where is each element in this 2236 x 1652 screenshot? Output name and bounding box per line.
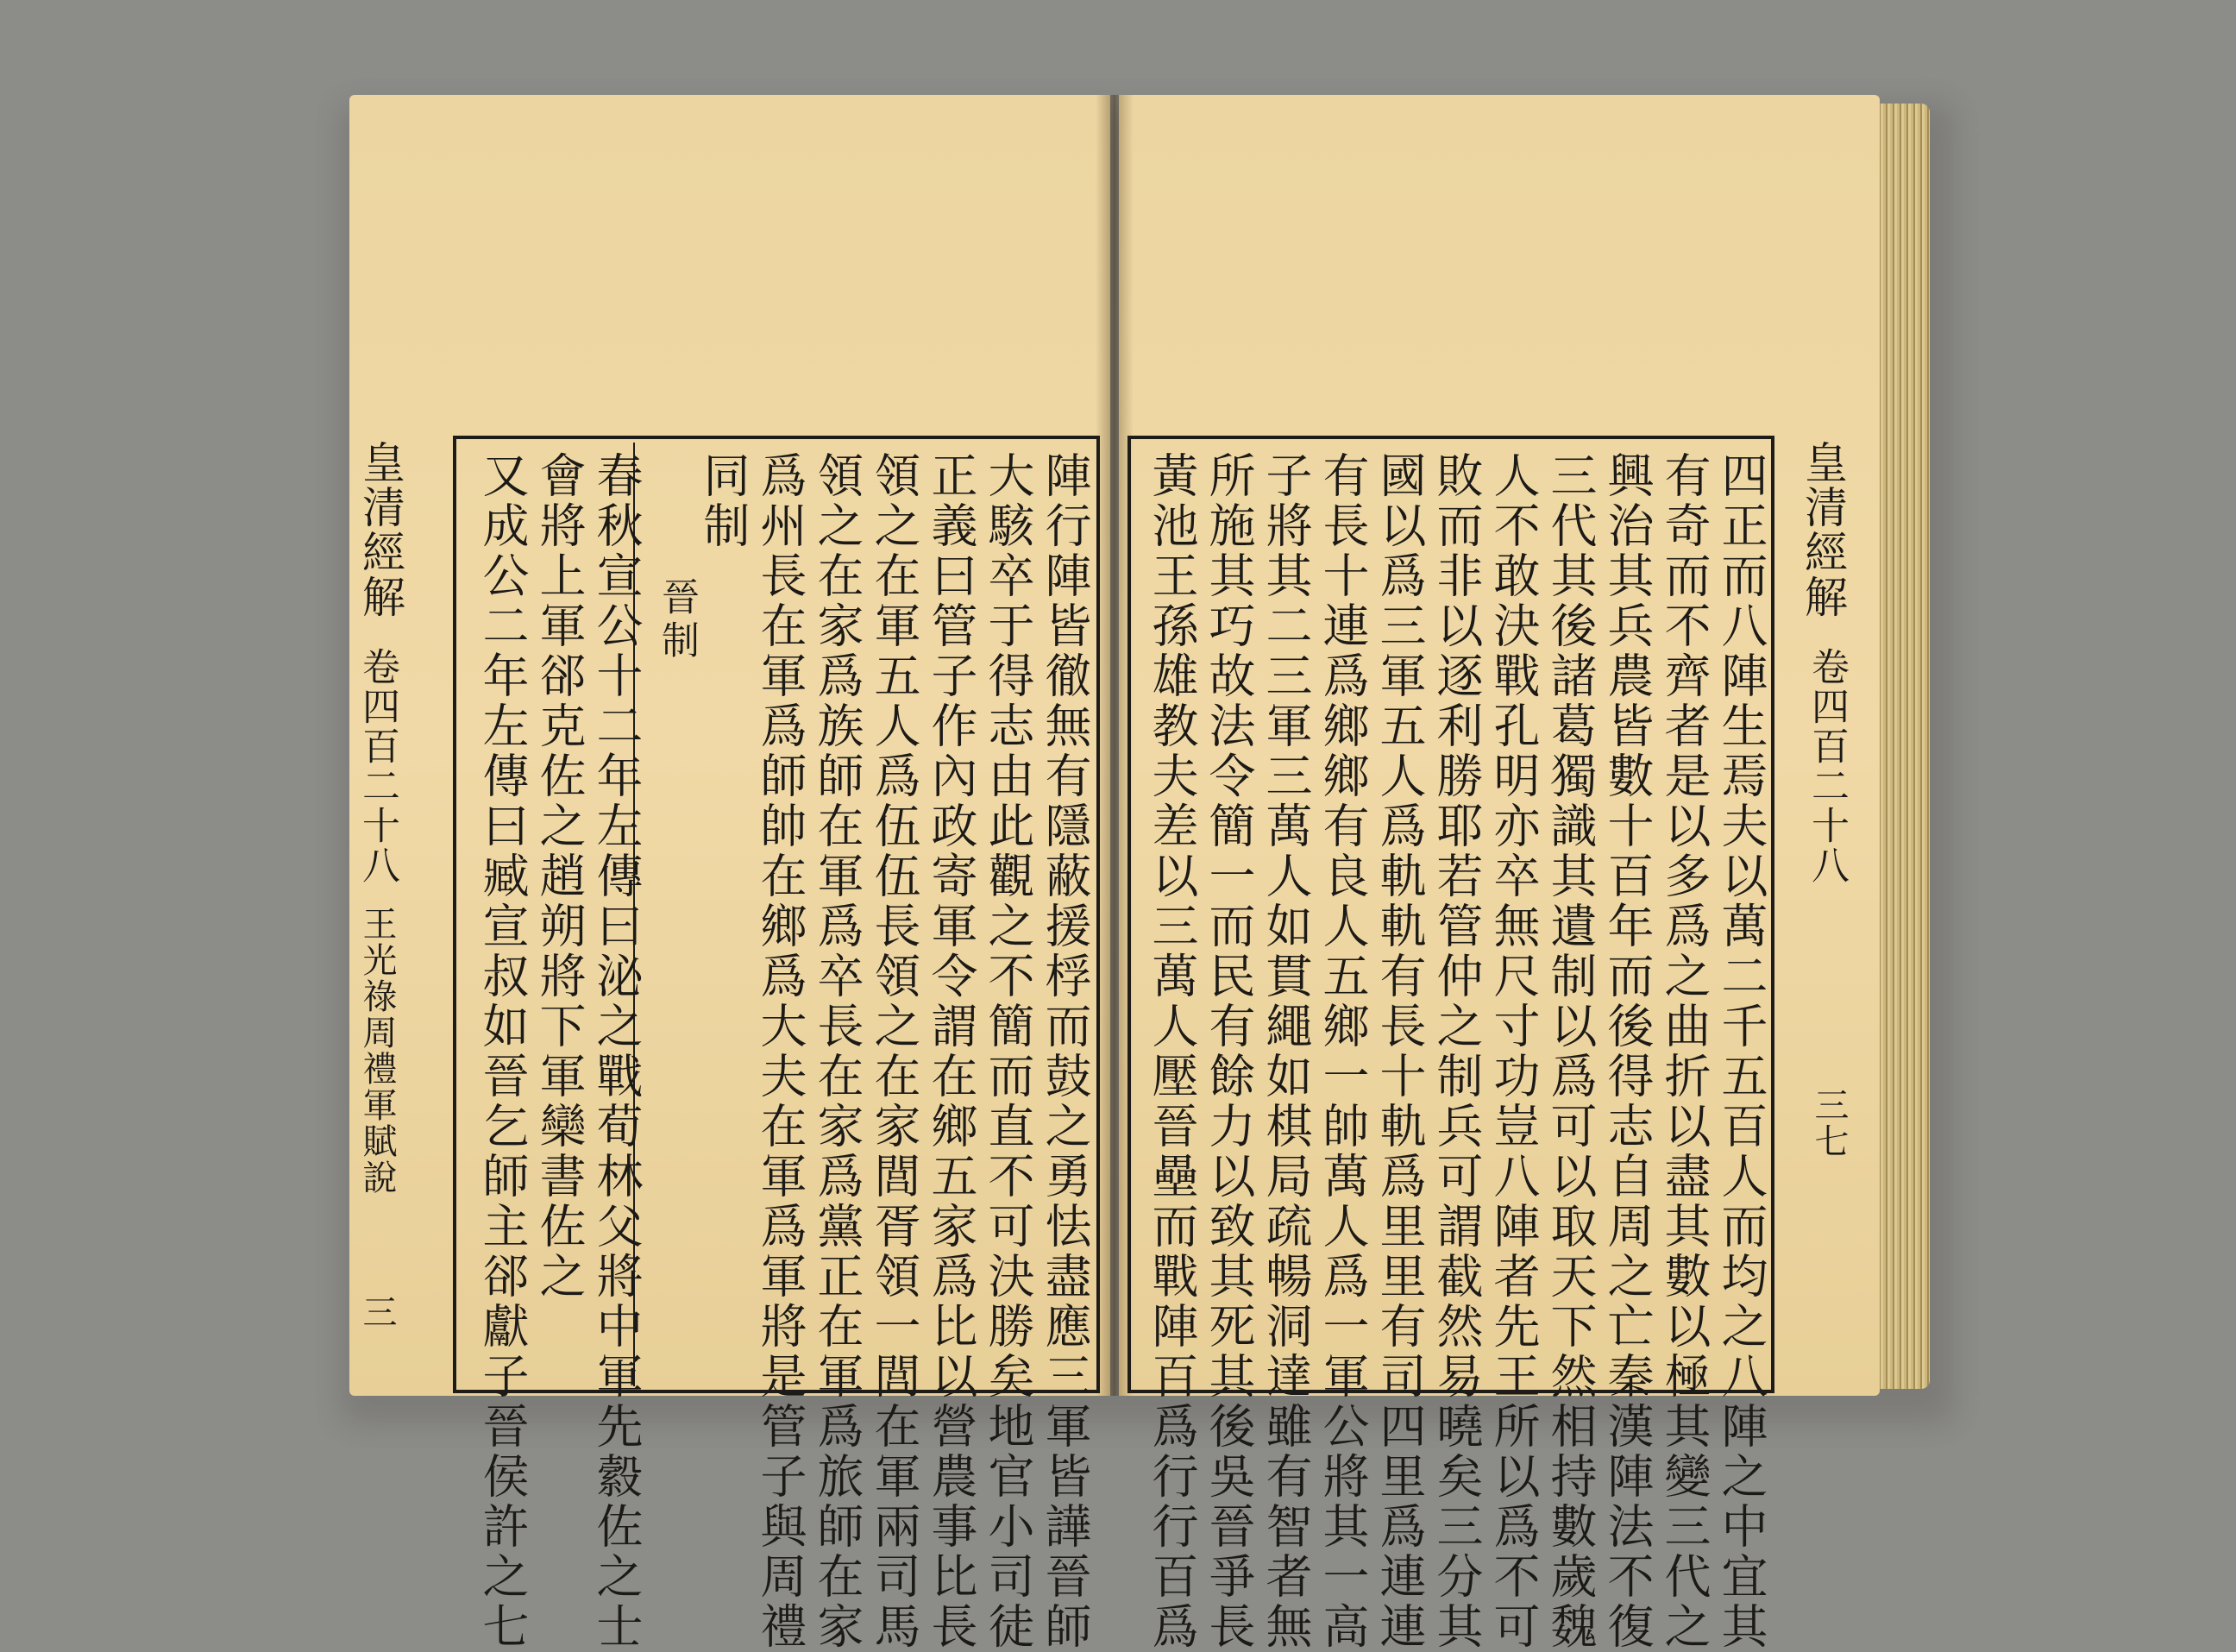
left-col-7: 同制	[696, 451, 751, 551]
left-folio: 三	[357, 1294, 397, 1330]
left-col-11: 又成公二年左傳曰臧宣叔如晉乞師主郤獻子晉侯許之七	[475, 451, 530, 1652]
right-col-6: 敗而非以逐利勝耶若管仲之制兵可謂截然易曉矣三分其	[1429, 451, 1484, 1652]
right-col-9: 子將其二三軍三萬人如貫繩如棋局疏暢洞達雖有智者無	[1259, 451, 1313, 1652]
left-text-frame	[453, 436, 1100, 1652]
right-margin-title: 皇清經解	[1798, 440, 1848, 619]
left-col-10: 會將上軍郤克佐之趙朔將下軍欒書佐之	[532, 451, 587, 1302]
right-col-2: 有奇而不齊者是以多爲之曲折以盡其數以極其變三代之	[1657, 451, 1712, 1652]
left-margin-work: 王光祿周禮軍賦說	[357, 906, 397, 1196]
right-page	[1119, 95, 1880, 1652]
left-col-4: 領之在軍五人爲伍伍長領之在家閭胥領一閭在軍兩司馬	[867, 451, 921, 1652]
right-col-3: 興治其兵農皆數十百年而後得志自周之亡秦漢陣法不復	[1600, 451, 1655, 1652]
right-col-7: 國以爲三軍五人爲軌軌有長十軌爲里里有司四里爲連連	[1372, 451, 1427, 1652]
right-col-1: 四正而八陣生焉夫以萬二千五百人而均之八陣之中宜其	[1714, 451, 1768, 1652]
left-col-5: 領之在家爲族師在軍爲卒長在家爲黨正在軍爲旅師在家	[810, 451, 864, 1652]
left-col-2: 大駭卒于得志由此觀之不簡而直不可決勝矣地官小司徒	[981, 451, 1035, 1652]
left-col-8-heading: 晉制	[655, 577, 699, 663]
right-col-10: 所施其巧故法令簡一而民有餘力以致其死其後吳晉爭長	[1202, 451, 1256, 1652]
book-page-edges	[1876, 104, 1930, 1389]
left-col-9: 春秋宣公十二年左傳曰泌之戰荀林父將中軍先縠佐之士	[589, 451, 644, 1652]
right-col-4: 三代其後諸葛獨識其遺制以爲可以取天下然相持數歲魏	[1543, 451, 1598, 1652]
right-col-11: 黃池王孫雄教夫差以三萬人壓晉壘而戰陣百爲行行百爲	[1145, 451, 1199, 1652]
left-col-1: 陣行陣皆徹無有隱蔽援桴而鼓之勇怯盡應三軍皆譁晉師	[1038, 451, 1092, 1652]
right-margin-chapter: 卷四百二十八	[1805, 647, 1849, 885]
left-col-6: 爲州長在軍爲師帥在鄉爲大夫在軍爲軍將是管子與周禮	[753, 451, 807, 1652]
left-page	[349, 95, 1110, 1652]
right-text-frame	[1127, 436, 1774, 1652]
right-col-5: 人不敢決戰孔明亦卒無尺寸功豈八陣者先王所以爲不可	[1486, 451, 1541, 1652]
book-gutter	[1096, 95, 1134, 1396]
left-margin-chapter: 卷四百二十八	[355, 647, 399, 885]
left-col-3: 正義曰管子作內政寄軍令謂在鄉五家爲比以營農事比長	[924, 451, 978, 1652]
right-col-8: 有長十連爲鄉鄉有良人五鄉一帥萬人爲一軍公將其一高	[1316, 451, 1370, 1652]
left-margin-title: 皇清經解	[355, 440, 405, 619]
right-folio: 三七	[1809, 1087, 1849, 1159]
